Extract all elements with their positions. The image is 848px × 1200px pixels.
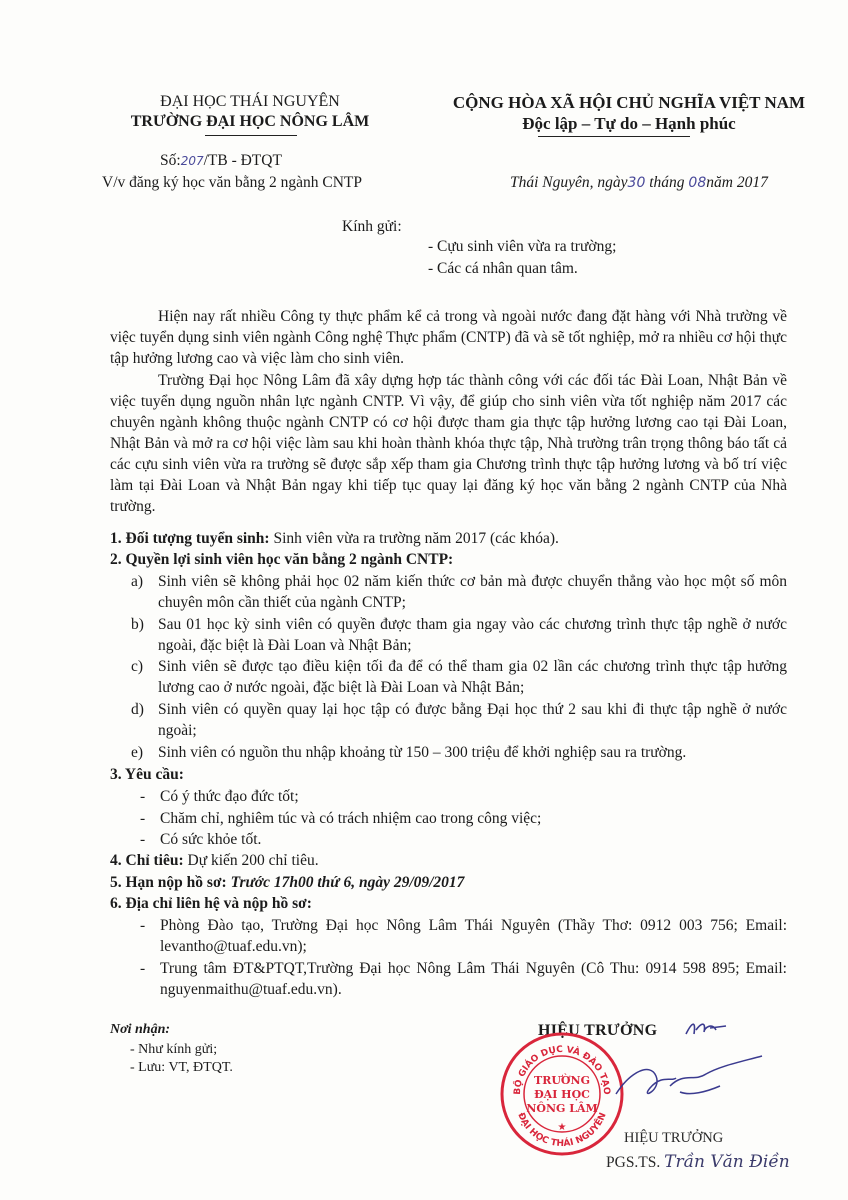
section-3-title: 3. Yêu cầu: [110, 766, 184, 783]
list-item [140, 786, 787, 807]
list-marker: d) [131, 701, 144, 718]
recipient-item: - Các cá nhân quan tâm. [428, 260, 578, 277]
nation-header [430, 92, 828, 134]
doc-number-prefix: Số: [160, 152, 181, 169]
recipient-item: - Cựu sinh viên vừa ra trường; [428, 238, 617, 255]
list-item-text: Sinh viên sẽ được tạo điều kiện tối đa để có thể tham gia 02 lần các chương trình thực tập hưởng lương cao ở nước ngoài, đặc biệt là Đài Loan và Nhật Bản; [158, 658, 787, 696]
org-header [100, 92, 400, 132]
list-item [140, 915, 787, 957]
org-underline [205, 135, 297, 136]
list-marker: e) [131, 744, 144, 761]
document-number [160, 152, 282, 170]
section-1-title: 1. Đối tượng tuyển sinh: [110, 530, 270, 547]
paragraph: Hiện nay rất nhiều Công ty thực phẩm kể cả trong và ngoài nước đang đặt hàng với Nhà trường về việc tuyển dụng sinh viên ngành Công nghệ Thực phẩm (CNTP) đã và sẽ tốt nghiệp, mở ra nhiều cơ hội thực tập hưởng lương cao và việc làm cho sinh viên. [110, 308, 787, 367]
list-marker: - [140, 917, 146, 934]
list-marker: - [140, 788, 146, 805]
doc-number-handwritten: 207 [180, 154, 204, 168]
list-item-text: Sau 01 học kỳ sinh viên có quyền được tham gia ngay vào các chương trình thực tập nghề ở nước ngoài, đặc biệt là Đài Loan và Nhật Bản; [158, 616, 787, 654]
recipients-label: Nơi nhận: [110, 1022, 171, 1037]
seal-bottom-text: ĐẠI HỌC THÁI NGUYÊN [515, 1111, 609, 1150]
list-item [131, 571, 787, 613]
list-item-text: Sinh viên sẽ không phải học 02 năm kiến thức cơ bản mà được chuyển thẳng vào học một số môn chuyên môn cần thiết của ngành CNTP; [158, 573, 787, 611]
date-month-label: tháng [649, 174, 685, 191]
greeting-label: Kính gửi: [342, 218, 402, 235]
signer-title-stamp: HIỆU TRƯỞNG [624, 1130, 724, 1146]
list-item-text: Trung tâm ĐT&PTQT,Trường Đại học Nông Lâm Thái Nguyên (Cô Thu: 0914 598 895; Email: nguyenmaithu@tuaf.edu.vn). [160, 960, 787, 998]
signer-title: HIỆU TRƯỞNG [538, 1022, 658, 1039]
svg-text:★: ★ [557, 1122, 567, 1133]
recipients-item: - Như kính gửi; [130, 1042, 218, 1057]
list-item-text: Có sức khỏe tốt. [160, 831, 262, 848]
official-seal [498, 1030, 626, 1158]
handwritten-signature [610, 1052, 770, 1122]
nation-line-2: Độc lập – Tự do – Hạnh phúc [522, 114, 736, 133]
signer-degree: PGS.TS. [606, 1154, 661, 1171]
list-item [140, 808, 787, 829]
date-place: Thái Nguyên, ngày [510, 174, 628, 191]
section-4-title: 4. Chỉ tiêu: [110, 852, 184, 869]
seal-top-text: BỘ GIÁO DỤC VÀ ĐÀO TẠO [512, 1044, 612, 1096]
list-marker: - [140, 831, 146, 848]
initials-signature [682, 1016, 732, 1042]
list-marker: a) [131, 573, 144, 590]
signer-name [606, 1152, 790, 1172]
section-5 [110, 872, 464, 893]
list-item-text: Chăm chỉ, nghiêm túc và có trách nhiệm cao trong công việc; [160, 810, 542, 827]
seal-center-line: NÔNG LÂM [526, 1102, 598, 1115]
recipients-item: - Lưu: VT, ĐTQT. [130, 1060, 233, 1075]
list-item [140, 958, 787, 1000]
list-item-text: Phòng Đào tạo, Trường Đại học Nông Lâm Thái Nguyên (Thầy Thơ: 0912 003 756; Email: levantho@tuaf.edu.vn); [160, 917, 787, 955]
date-month: 08 [688, 175, 707, 191]
list-item [131, 699, 787, 741]
org-line-1: ĐẠI HỌC THÁI NGUYÊN [160, 93, 340, 110]
org-line-2: TRƯỜNG ĐẠI HỌC NÔNG LÂM [130, 113, 370, 130]
motto-underline [538, 136, 690, 137]
date-year: năm 2017 [706, 174, 768, 191]
section-1 [110, 528, 559, 549]
seal-center-line: ĐẠI HỌC [534, 1088, 590, 1101]
list-marker: - [140, 960, 146, 977]
list-item [131, 614, 787, 656]
section-6-title: 6. Địa chỉ liên hệ và nộp hồ sơ: [110, 895, 312, 912]
nation-line-1: CỘNG HÒA XÃ HỘI CHỦ NGHĨA VIỆT NAM [452, 93, 806, 112]
section-1-text: Sinh viên vừa ra trường năm 2017 (các khóa). [269, 530, 559, 547]
doc-number-suffix: /TB - ĐTQT [203, 152, 282, 169]
paragraph: Trường Đại học Nông Lâm đã xây dựng hợp tác thành công với các đối tác Đài Loan, Nhật Bản về việc tuyển dụng nguồn nhân lực ngành CNTP. Vì vậy, để giúp cho sinh viên vừa tốt nghiệp năm 2017 các chuyên ngành không thuộc ngành CNTP có cơ hội được tham gia thực tập hưởng lương cao tại Đài Loan, Nhật Bản và mở ra cơ hội việc làm sau khi hoàn thành khóa thực tập, Nhà trường trân trọng thông báo tất cả các cựu sinh viên vừa ra trường sẽ được sắp xếp tham gia Chương trình thực tập hưởng lương và bố trí việc làm tại Đài Loan và Nhật Bản ngay khi tiếp tục quay lại đăng ký học văn bằng 2 ngành CNTP của Nhà trường. [110, 372, 787, 515]
section-4-text: Dự kiến 200 chỉ tiêu. [183, 852, 319, 869]
section-4 [110, 850, 319, 871]
section-5-deadline: Trước 17h00 thứ 6, ngày 29/09/2017 [226, 874, 465, 891]
list-item [131, 742, 787, 763]
list-item-text: Sinh viên có quyền quay lại học tập có được bằng Đại học thứ 2 sau khi đi thực tập nghề ở nước ngoài; [158, 701, 787, 739]
section-2-title: 2. Quyền lợi sinh viên học văn bằng 2 ngành CNTP: [110, 551, 454, 568]
list-item-text: Sinh viên có nguồn thu nhập khoảng từ 150 – 300 triệu để khởi nghiệp sau ra trường. [158, 744, 687, 761]
list-marker: - [140, 810, 146, 827]
list-marker: c) [131, 658, 144, 675]
seal-center-line: TRƯỜNG [534, 1074, 590, 1087]
section-5-title: 5. Hạn nộp hồ sơ: [110, 874, 227, 891]
list-item-text: Có ý thức đạo đức tốt; [160, 788, 299, 805]
list-item [131, 656, 787, 698]
list-item [140, 829, 787, 850]
document-date [510, 174, 768, 192]
signer-fullname: Trần Văn Điền [664, 1152, 790, 1172]
list-marker: b) [131, 616, 144, 633]
document-subject: V/v đăng ký học văn bằng 2 ngành CNTP [102, 174, 363, 191]
date-day: 30 [627, 175, 646, 191]
